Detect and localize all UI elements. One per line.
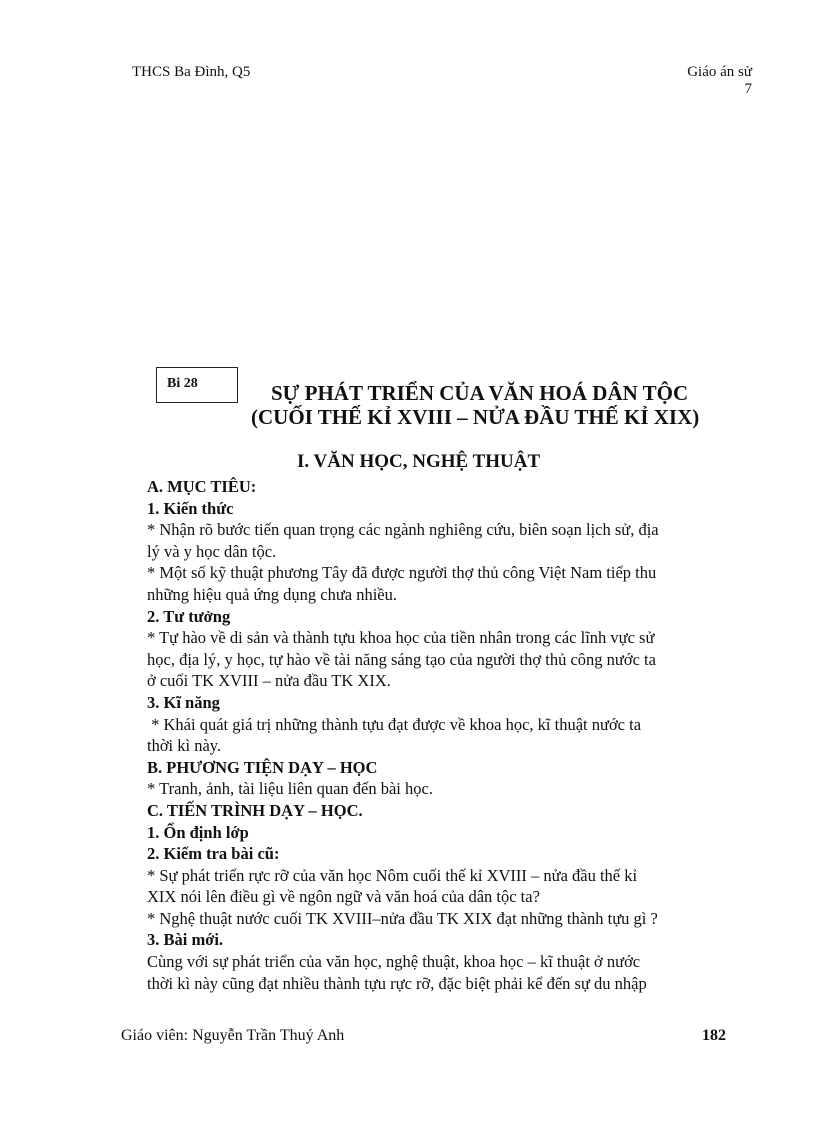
body-line: thời kì này. [147,736,222,756]
body-line: thời kì này cũng đạt nhiều thành tựu rực rỡ, đặc biệt phải kể đến sự du nhập [147,973,647,993]
body-line: những hiệu quả ứng dụng chưa nhiều. [147,584,397,604]
lesson-number-label: Bi 28 [167,376,198,391]
heading-knowledge: 1. Kiến thức [147,498,234,518]
heading-attitude: 2. Tư tưởng [147,606,231,626]
heading-objectives: A. MỤC TIÊU: [147,477,257,496]
lesson-number-box [156,367,238,403]
lesson-body [147,476,747,994]
heading-new-lesson: 3. Bài mới. [147,930,224,950]
heading-materials: B. PHƯƠNG TIỆN DẠY – HỌC [147,757,378,777]
heading-review: 2. Kiểm tra bài cũ: [147,844,280,864]
section-title: I. VĂN HỌC, NGHỆ THUẬT [297,451,541,472]
body-line: ở cuối TK XVIII – nửa đầu TK XIX. [147,671,391,691]
footer-page-number: 182 [702,1027,726,1044]
heading-skills: 3. Kĩ năng [147,692,220,712]
heading-class-order: 1. Ổn định lớp [147,822,249,842]
header-school: THCS Ba Đình, Q5 [132,64,251,80]
lesson-title-line1: SỰ PHÁT TRIỂN CỦA VĂN HOÁ DÂN TỘC [271,381,689,405]
body-line: * Sự phát triển rực rỡ của văn học Nôm cuối thế kỉ XVIII – nửa đầu thế kỉ [147,865,638,885]
body-line: * Một số kỹ thuật phương Tây đã được người thợ thủ công Việt Nam tiếp thu [147,563,657,583]
body-line: * Nghệ thuật nước cuối TK XVIII–nửa đầu TK XIX đạt những thành tựu gì ? [147,908,658,928]
heading-procedure: C. TIẾN TRÌNH DẠY – HỌC. [147,800,363,820]
header-grade: 7 [744,81,752,97]
header-subject: Giáo án sử [687,64,752,80]
body-line: Cùng với sự phát triển của văn học, nghệ thuật, khoa học – kĩ thuật ở nước [147,952,641,972]
body-line: * Tranh, ảnh, tài liệu liên quan đến bài học. [147,779,433,799]
body-line: XIX nói lên điều gì về ngôn ngữ và văn hoá của dân tộc ta? [147,887,540,907]
body-line: * Tự hào về di sản và thành tựu khoa học của tiền nhân trong các lĩnh vực sử [147,628,655,648]
footer-teacher: Giáo viên: Nguyễn Trần Thuý Anh [121,1027,345,1044]
body-line: * Nhận rõ bước tiến quan trọng các ngành nghiêng cứu, biên soạn lịch sử, địa [147,520,659,540]
body-line: * Khái quát giá trị những thành tựu đạt được về khoa học, kĩ thuật nước ta [147,714,642,734]
body-line: lý và y học dân tộc. [147,541,277,561]
body-line: học, địa lý, y học, tự hào về tài năng sáng tạo của người thợ thủ công nước ta [147,649,656,669]
lesson-title-line2: (CUỐI THẾ KỈ XVIII – NỬA ĐẦU THẾ KỈ XIX) [251,405,700,429]
